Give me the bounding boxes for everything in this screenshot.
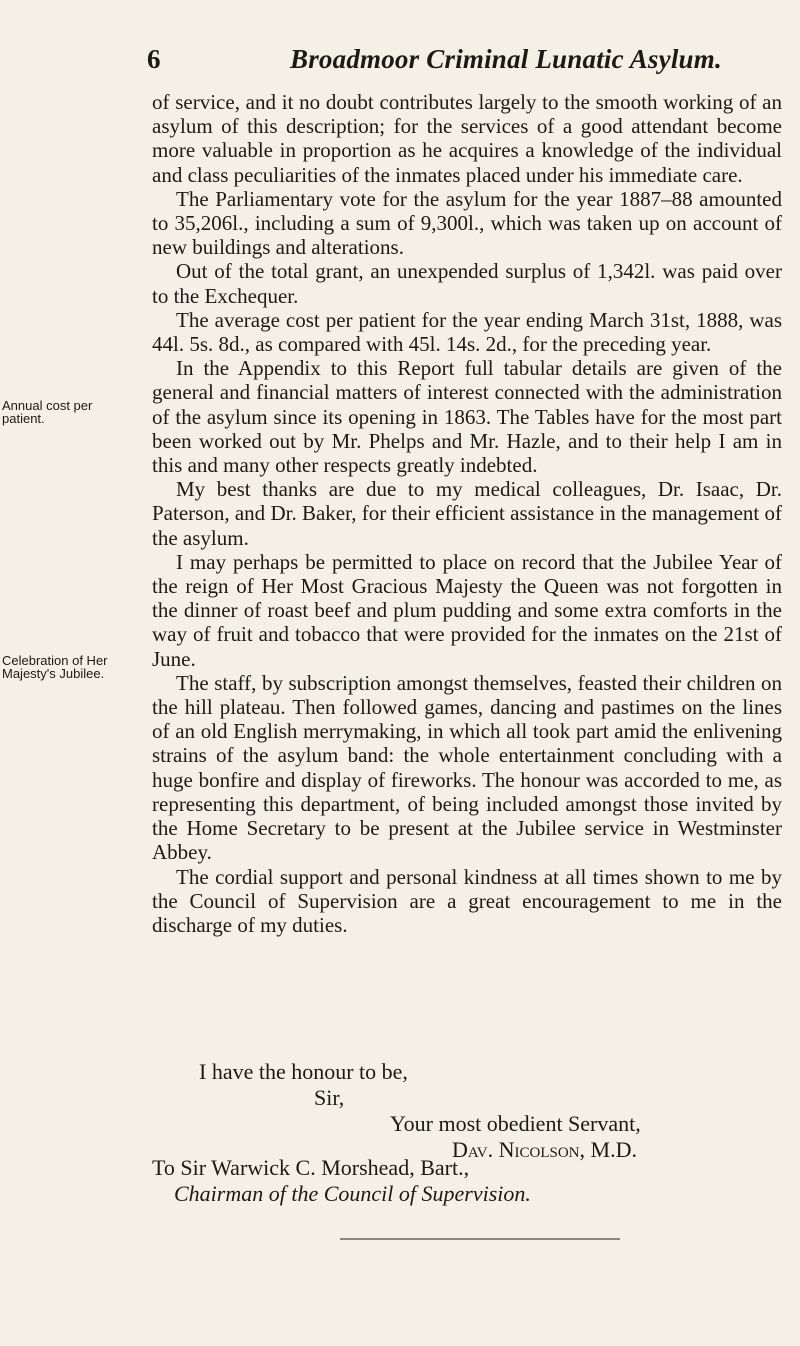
paragraph-parliamentary-vote: The Parliamentary vote for the asylum for the year 1887–88 amounted to 35,206l., including a sum of 9,300l., which was taken up on account of new buildings and alterations. [152, 186, 782, 260]
paragraph-staff: The staff, by subscription amongst themselves, feasted their children on the hill plateau. Then followed games, dancing and pastimes on the lines of an old English merrymaking, in which all took part amid the enlivening strains of the asylum band: the whole entertainment concluding with a huge bonfire and display of fireworks. The honour was accorded to me, as representing this department, of being included amongst those invited by the Home Secretary to be present at the Jubilee service in Westminster Abbey. [152, 670, 782, 865]
address-line-1: To Sir Warwick C. Morshead, Bart., [152, 1155, 470, 1180]
running-title: Broadmoor Criminal Lunatic Asylum. [290, 44, 722, 74]
paragraph-average-cost: The average cost per patient for the year ending March 31st, 1888, was 44l. 5s. 8d., as compared with 45l. 14s. 2d., for the preceding year. [152, 307, 782, 357]
paragraph-thanks: My best thanks are due to my medical colleagues, Dr. Isaac, Dr. Paterson, and Dr. Baker, for their efficient assistance in the management of the asylum. [152, 477, 782, 550]
address-line-2: Chairman of the Council of Supervision. [174, 1181, 531, 1206]
margin-note-annual-cost: Annual cost per patient. [2, 398, 93, 426]
paragraph-surplus: Out of the total grant, an unexpended surplus of 1,342l. was paid over to the Exchequer. [152, 259, 782, 308]
bottom-rule [340, 1238, 620, 1240]
page-number: 6 [147, 44, 161, 74]
signature: Dav. Nicolson, M.D. [452, 1137, 637, 1162]
paragraph-service: of service, and it no doubt contributes largely to the smooth working of an asylum of this description; for the services of a good attendant become more valuable in proportion as he acquires a knowledge of the individual and class peculiarities of the inmates placed under his immediate care. [152, 90, 782, 187]
paragraph-council: The cordial support and personal kindness at all times shown to me by the Council of Supervision are a great encouragement to me in the discharge of my duties. [152, 864, 782, 937]
closing-servant: Your most obedient Servant, [390, 1111, 641, 1136]
page-header [0, 44, 800, 84]
paragraph-appendix: In the Appendix to this Report full tabular details are given of the general and financial matters of interest connected with the administration of the asylum since its opening in 1863. The Tables have for the most part been worked out by Mr. Phelps and Mr. Hazle, and to their help I am in this and many other respects greatly indebted. [152, 356, 782, 478]
paragraph-jubilee: I may perhaps be permitted to place on record that the Jubilee Year of the reign of Her Most Gracious Majesty the Queen was not forgotten in the dinner of roast beef and plum pudding and some extra comforts in the way of fruit and tobacco that were provided for the inmates on the 21st of June. [152, 549, 782, 671]
body-text [152, 90, 782, 937]
margin-note-jubilee: Celebration of Her Majesty's Jubilee. [2, 653, 108, 681]
closing-salutation: Sir, [314, 1085, 345, 1110]
closing-honour: I have the honour to be, [199, 1059, 408, 1084]
